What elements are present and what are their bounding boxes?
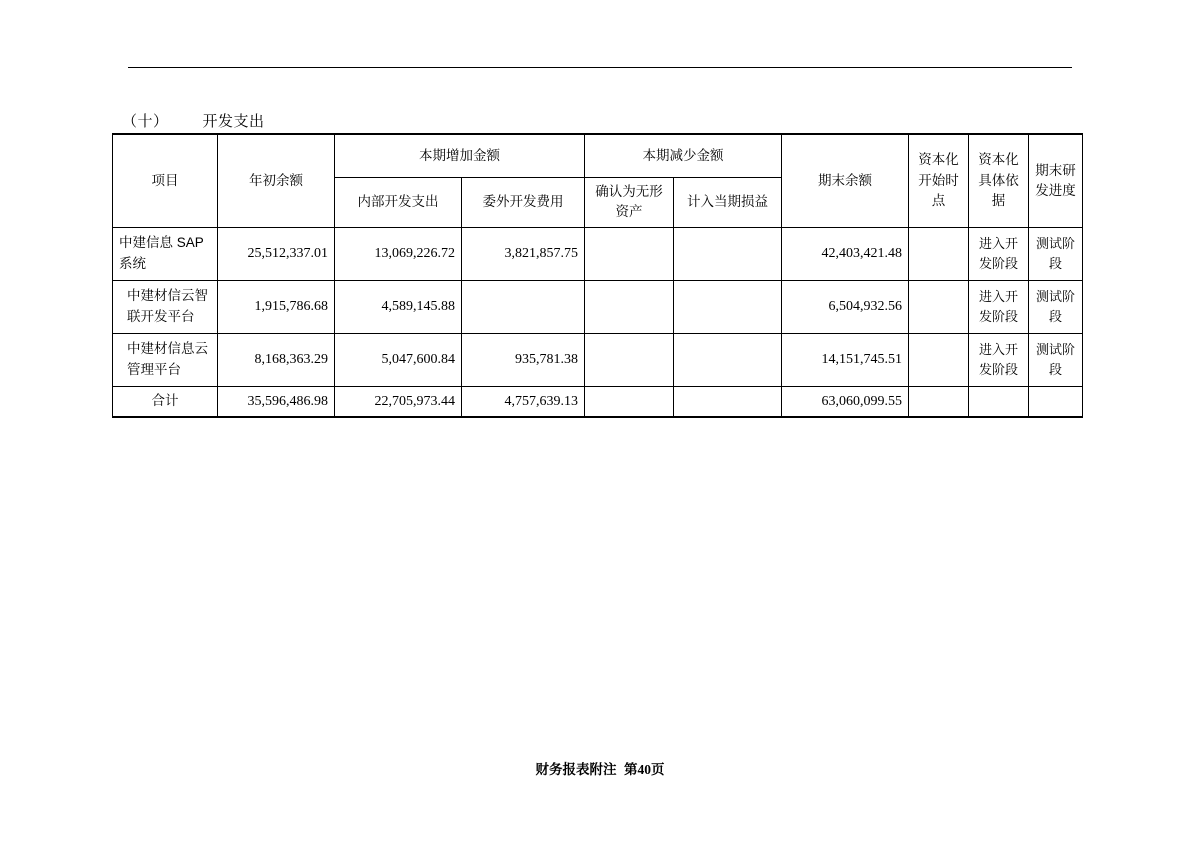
development-expenditure-table bbox=[112, 133, 1083, 418]
cell-increase-external: 935,781.38 bbox=[462, 333, 585, 386]
section-title: 开发支出 bbox=[202, 113, 265, 130]
page-footer bbox=[0, 758, 1200, 778]
cell-capitalization-start bbox=[909, 227, 969, 280]
header-decrease-to-intangible: 确认为无形资产 bbox=[585, 178, 674, 228]
table-header-row-1 bbox=[113, 134, 1083, 178]
cell-end-balance: 14,151,745.51 bbox=[782, 333, 909, 386]
section-heading bbox=[122, 110, 265, 131]
header-decrease-group: 本期减少金额 bbox=[585, 134, 782, 178]
header-decrease-to-pl: 计入当期损益 bbox=[674, 178, 782, 228]
cell-begin-balance: 25,512,337.01 bbox=[218, 227, 335, 280]
header-item: 项目 bbox=[113, 134, 218, 227]
header-increase-external: 委外开发费用 bbox=[462, 178, 585, 228]
cell-total-decrease-to-intangible bbox=[585, 386, 674, 417]
cell-decrease-to-intangible bbox=[585, 333, 674, 386]
header-rule bbox=[128, 67, 1072, 68]
cell-increase-internal: 13,069,226.72 bbox=[335, 227, 462, 280]
cell-capitalization-basis: 进入开发阶段 bbox=[969, 227, 1029, 280]
footer-label: 财务报表附注 bbox=[535, 762, 617, 777]
cell-increase-internal: 4,589,145.88 bbox=[335, 280, 462, 333]
cell-decrease-to-intangible bbox=[585, 227, 674, 280]
cell-total-label: 合计 bbox=[113, 386, 218, 417]
cell-capitalization-start bbox=[909, 280, 969, 333]
cell-capitalization-start bbox=[909, 333, 969, 386]
header-increase-group: 本期增加金额 bbox=[335, 134, 585, 178]
cell-decrease-to-pl bbox=[674, 227, 782, 280]
header-increase-internal: 内部开发支出 bbox=[335, 178, 462, 228]
cell-end-balance: 6,504,932.56 bbox=[782, 280, 909, 333]
section-number: （十） bbox=[122, 113, 169, 130]
header-end-progress: 期末研发进度 bbox=[1029, 134, 1083, 227]
footer-page-suffix: 页 bbox=[651, 762, 665, 777]
table-total-row bbox=[113, 386, 1083, 417]
cell-increase-external bbox=[462, 280, 585, 333]
cell-total-capitalization-basis bbox=[969, 386, 1029, 417]
cell-end-progress: 测试阶段 bbox=[1029, 227, 1083, 280]
cell-begin-balance: 8,168,363.29 bbox=[218, 333, 335, 386]
table-header bbox=[113, 134, 1083, 227]
cell-capitalization-basis: 进入开发阶段 bbox=[969, 333, 1029, 386]
cell-total-end-progress bbox=[1029, 386, 1083, 417]
cell-total-end-balance: 63,060,099.55 bbox=[782, 386, 909, 417]
cell-total-decrease-to-pl bbox=[674, 386, 782, 417]
cell-end-progress: 测试阶段 bbox=[1029, 333, 1083, 386]
table-row bbox=[113, 280, 1083, 333]
cell-decrease-to-intangible bbox=[585, 280, 674, 333]
cell-decrease-to-pl bbox=[674, 333, 782, 386]
cell-decrease-to-pl bbox=[674, 280, 782, 333]
header-capitalization-basis: 资本化具体依据 bbox=[969, 134, 1029, 227]
footer-page-number: 40 bbox=[637, 762, 651, 777]
header-capitalization-start: 资本化开始时点 bbox=[909, 134, 969, 227]
table-body bbox=[113, 227, 1083, 417]
cell-increase-external: 3,821,857.75 bbox=[462, 227, 585, 280]
cell-begin-balance: 1,915,786.68 bbox=[218, 280, 335, 333]
cell-increase-internal: 5,047,600.84 bbox=[335, 333, 462, 386]
cell-item: 中建材信息云管理平台 bbox=[113, 333, 218, 386]
table-row bbox=[113, 227, 1083, 280]
header-end-balance: 期末余额 bbox=[782, 134, 909, 227]
table-row bbox=[113, 333, 1083, 386]
cell-total-begin-balance: 35,596,486.98 bbox=[218, 386, 335, 417]
cell-item: 中建材信云智联开发平台 bbox=[113, 280, 218, 333]
footer-page-prefix: 第 bbox=[624, 762, 638, 777]
cell-capitalization-basis: 进入开发阶段 bbox=[969, 280, 1029, 333]
cell-total-increase-external: 4,757,639.13 bbox=[462, 386, 585, 417]
cell-total-capitalization-start bbox=[909, 386, 969, 417]
cell-end-progress: 测试阶段 bbox=[1029, 280, 1083, 333]
cell-total-increase-internal: 22,705,973.44 bbox=[335, 386, 462, 417]
cell-end-balance: 42,403,421.48 bbox=[782, 227, 909, 280]
cell-item: 中建信息 SAP 系统 bbox=[113, 227, 218, 280]
header-begin-balance: 年初余额 bbox=[218, 134, 335, 227]
